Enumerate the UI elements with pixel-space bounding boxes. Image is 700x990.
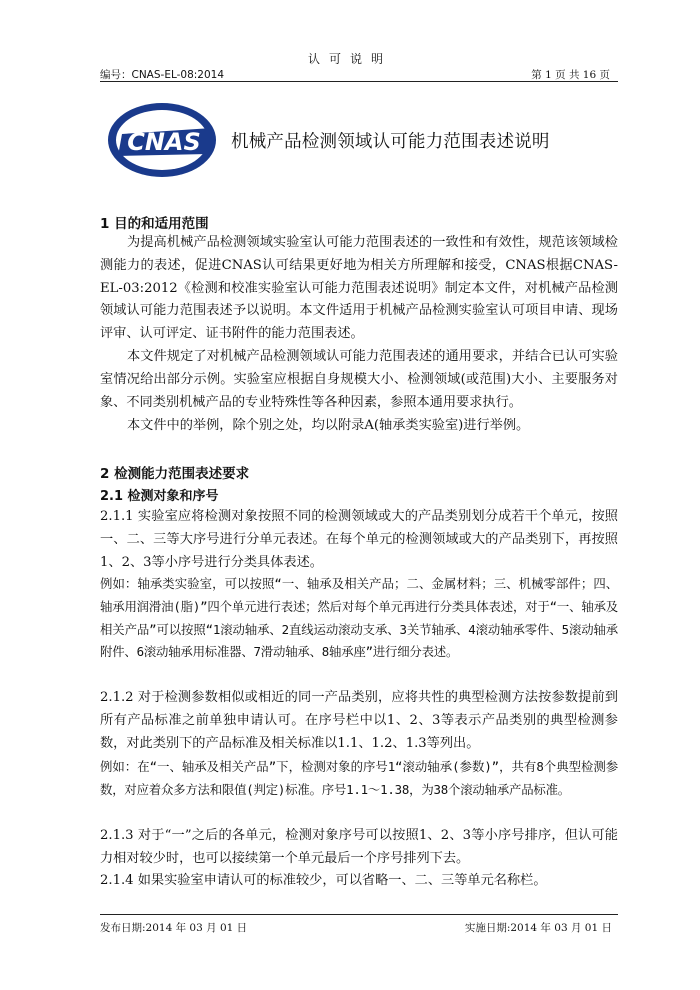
example-2-1-2: 例如：在“一、轴承及相关产品”下，检测对象的序号1“滚动轴承(参数)”，共有8个典型检测参数，对应着众多方法和限值(判定)标准。序号1.1～1.38，为38个滚动轴承产品标准。 bbox=[100, 759, 618, 797]
header-title: 认可说明 bbox=[307, 52, 392, 66]
effective-date: 实施日期:2014 年 03 月 01 日 bbox=[464, 922, 612, 934]
doc-number: 编号：CNAS-EL-08:2014 bbox=[100, 69, 225, 81]
section-1-paragraph-2: 本文件规定了对机械产品检测领域认可能力范围表述的通用要求，并结合已认可实验室情况给出部分示例。实验室应根据自身规模大小、检测领域(或范围)大小、主要服务对象、不同类别机械产品的专业特殊性等各种因素，参照本通用要求执行。 bbox=[100, 349, 618, 410]
cnas-logo bbox=[104, 100, 220, 180]
section-1-heading: 1 目的和适用范围 bbox=[100, 216, 209, 232]
header-rule bbox=[100, 81, 618, 82]
section-1-paragraph-1: 为提高机械产品检测领域实验室认可能力范围表述的一致性和有效性，规范该领域检测能力的表述，促进CNAS认可结果更好地为相关方所理解和接受，CNAS根据CNAS-EL-03:2012《检测和校准实验室认可能力范围表述说明》制定本文件，对机械产品检测领域认可能力范围表述予以说明。本文件适用于机械产品检测实验室认可项目申请、现场评审、认可评定、证书附件的能力范围表述。 bbox=[100, 235, 618, 342]
section-1-paragraph-3: 本文件中的举例，除个别之处，均以附录A(轴承类实验室)进行举例。 bbox=[127, 418, 530, 433]
clause-2-1-3: 2.1.3 对于“一”之后的各单元，检测对象序号可以按照1、2、3等小序号排序，但认可能力相对较少时，也可以接续第一个单元最后一个序号排列下去。 bbox=[100, 828, 618, 866]
footer-rule bbox=[100, 914, 618, 915]
issue-date: 发布日期:2014 年 03 月 01 日 bbox=[100, 922, 248, 934]
cnas-logo-icon bbox=[104, 100, 220, 180]
clause-2-1-4: 2.1.4 如果实验室申请认可的标准较少，可以省略一、二、三等单元名称栏。 bbox=[100, 873, 547, 888]
section-2-1-heading: 2.1 检测对象和序号 bbox=[100, 489, 219, 504]
clause-2-1-1: 2.1.1 实验室应将检测对象按照不同的检测领域或大的产品类别划分成若干个单元，按照一、二、三等大序号进行分单元表述。在每个单元的检测领域或大的产品类别下，再按照1、2、3等小序号进行分类具体表述。 bbox=[100, 509, 618, 570]
page-info: 第 1 页 共 16 页 bbox=[531, 69, 610, 81]
document-title: 机械产品检测领域认可能力范围表述说明 bbox=[231, 132, 550, 152]
logo-text: CNAS bbox=[127, 128, 201, 156]
section-2-heading: 2 检测能力范围表述要求 bbox=[100, 466, 250, 482]
example-2-1-1: 例如：轴承类实验室，可以按照“一、轴承及相关产品；二、金属材料；三、机械零部件；四、轴承用润滑油(脂)”四个单元进行表述；然后对每个单元再进行分类具体表述，对于“一、轴承及相关产品”可以按照“1滚动轴承、2直线运动滚动支承、3关节轴承、4滚动轴承零件、5滚动轴承附件、6滚动轴承用标准器、7滑动轴承、8轴承座”进行细分表述。 bbox=[100, 576, 618, 660]
clause-2-1-2: 2.1.2 对于检测参数相似或相近的同一产品类别，应将共性的典型检测方法按参数提前到所有产品标准之前单独申请认可。在序号栏中以1、2、3等表示产品类别的典型检测参数，对此类别下的产品标准及相关标准以1.1、1.2、1.3等列出。 bbox=[100, 690, 618, 751]
